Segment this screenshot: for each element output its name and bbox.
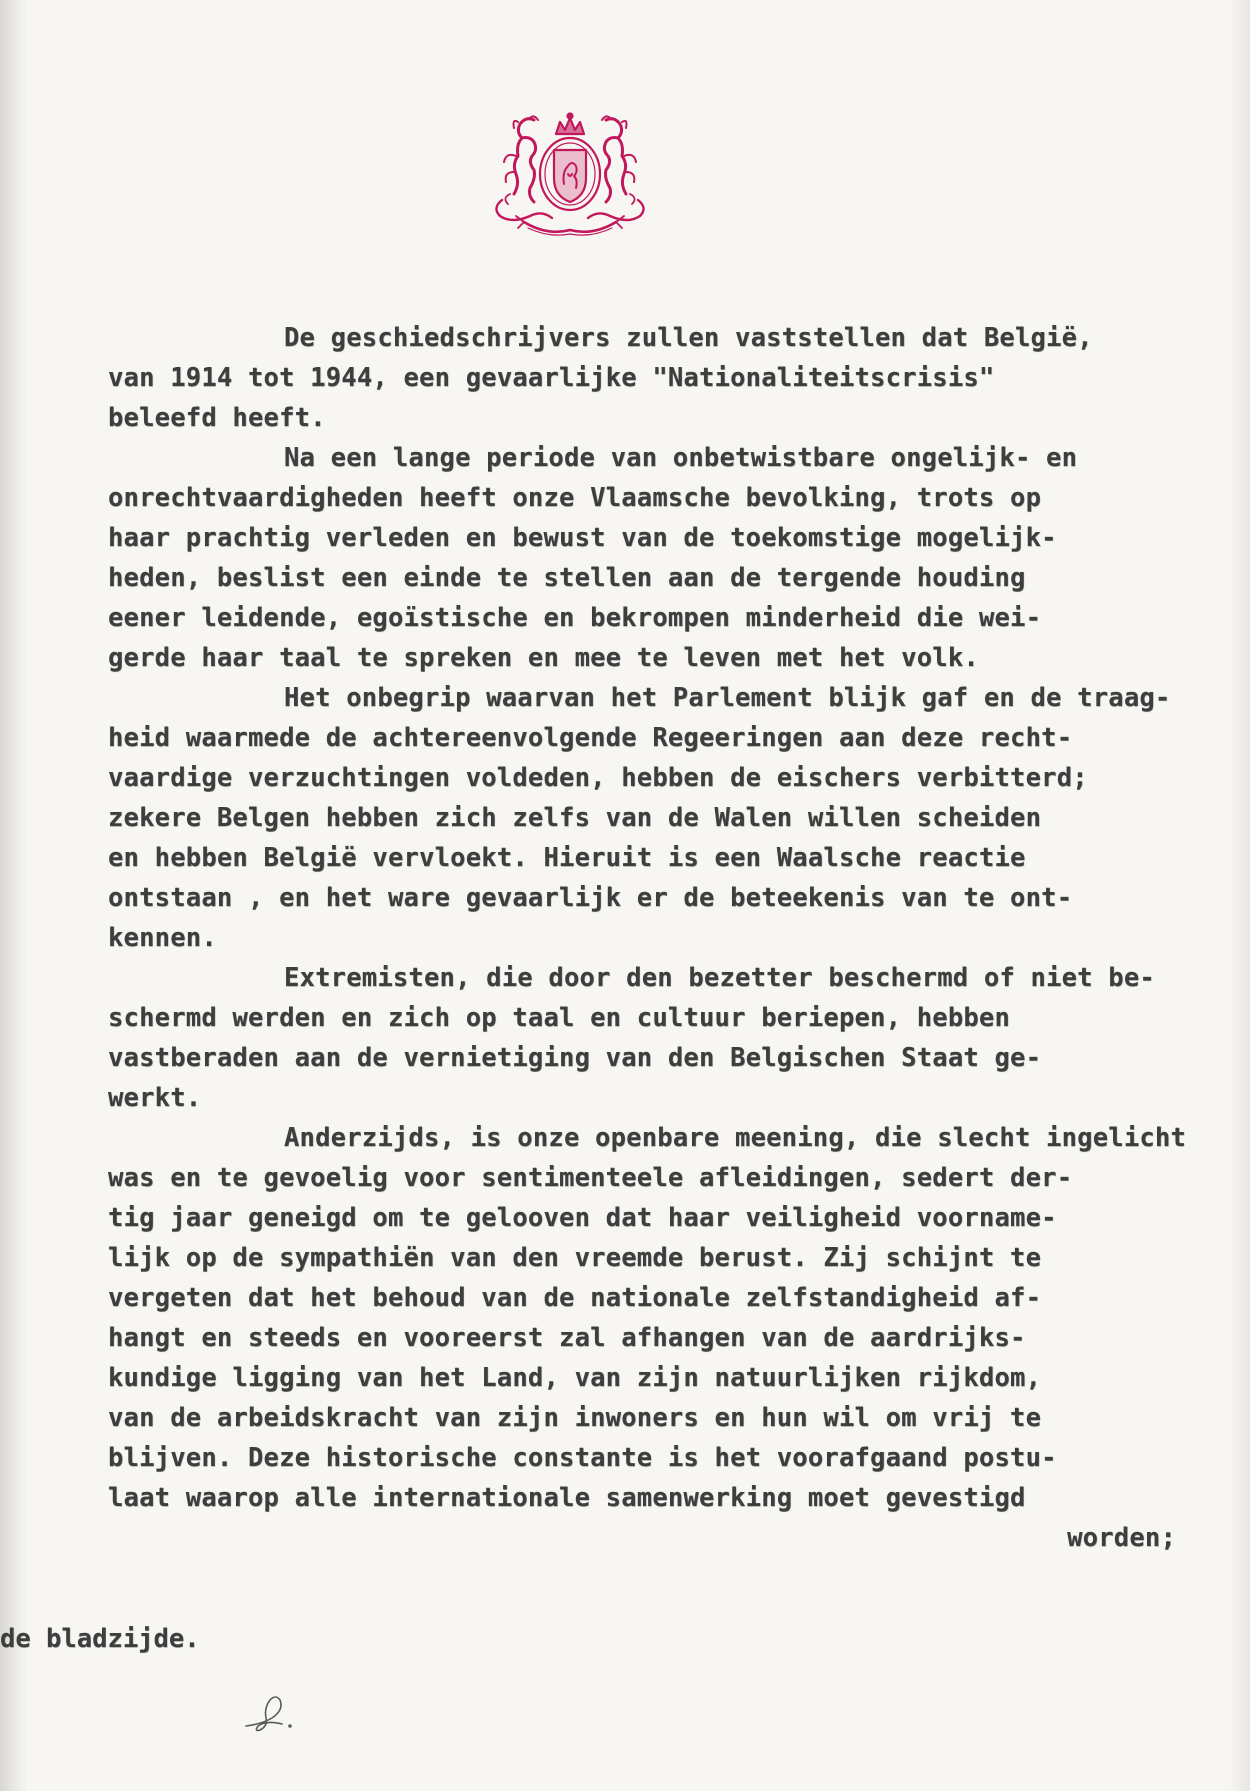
text-line: Na een lange periode van onbetwistbare ongelijk- en (284, 443, 1078, 473)
paragraph-4 (108, 958, 1196, 1118)
page-left-edge (0, 0, 28, 1791)
text-line: zekere Belgen hebben zich zelfs van de Walen willen scheiden (108, 803, 1042, 833)
text-line: blijven. Deze historische constante is het voorafgaand postu- (108, 1443, 1057, 1473)
text-line: kundige ligging van het Land, van zijn natuurlijken rijkdom, (108, 1363, 1042, 1393)
text-line: heid waarmede de achtereenvolgende Regeeringen aan deze recht- (108, 723, 1073, 753)
paragraph-1 (108, 318, 1196, 438)
text-line: haar prachtig verleden en bewust van de toekomstige mogelijk- (108, 523, 1057, 553)
page-footnote: de bladzijde. (0, 1624, 200, 1654)
text-line: beleefd heeft. (108, 403, 326, 433)
text-line: Anderzijds, is onze openbare meening, die slecht ingelicht (284, 1123, 1187, 1153)
text-line: Extremisten, die door den bezetter beschermd of niet be- (284, 963, 1155, 993)
text-line: onrechtvaardigheden heeft onze Vlaamsche bevolking, trots op (108, 483, 1042, 513)
text-line: tig jaar geneigd om te gelooven dat haar veiligheid voorname- (108, 1203, 1057, 1233)
text-line: ontstaan , en het ware gevaarlijk er de beteekenis van te ont- (108, 883, 1073, 913)
text-line: van 1914 tot 1944, een gevaarlijke "Nationaliteitscrisis" (108, 363, 995, 393)
text-line: heden, beslist een einde te stellen aan de tergende houding (108, 563, 1026, 593)
text-line: vergeten dat het behoud van de nationale zelfstandigheid af- (108, 1283, 1042, 1313)
text-line: hangt en steeds en vooreerst zal afhangen van de aardrijks- (108, 1323, 1026, 1353)
paragraph-3 (108, 678, 1196, 958)
text-line: lijk op de sympathiën van den vreemde berust. Zij schijnt te (108, 1243, 1042, 1273)
typed-letter-body (108, 318, 1196, 1558)
text-line: vaardige verzuchtingen voldeden, hebben de eischers verbitterd; (108, 763, 1088, 793)
paragraph-5 (108, 1118, 1196, 1518)
page-right-edge (1230, 0, 1250, 1791)
text-line: schermd werden en zich op taal en cultuur beriepen, hebben (108, 1003, 1011, 1033)
royal-coat-of-arms-icon (472, 112, 668, 238)
closing-word: worden; (1067, 1523, 1176, 1553)
handwritten-initials-signature (236, 1688, 308, 1736)
text-line: laat waarop alle internationale samenwerking moet gevestigd (108, 1483, 1026, 1513)
text-line: vastberaden aan de vernietiging van den Belgischen Staat ge- (108, 1043, 1042, 1073)
paragraph-2 (108, 438, 1196, 678)
text-line: werkt. (108, 1083, 202, 1113)
text-line: gerde haar taal te spreken en mee te leven met het volk. (108, 643, 979, 673)
text-line: en hebben België vervloekt. Hieruit is een Waalsche reactie (108, 843, 1026, 873)
text-line: De geschiedschrijvers zullen vaststellen dat België, (284, 323, 1093, 353)
text-line: eener leidende, egoïstische en bekrompen minderheid die wei- (108, 603, 1042, 633)
text-line: kennen. (108, 923, 217, 953)
text-line: Het onbegrip waarvan het Parlement blijk gaf en de traag- (284, 683, 1171, 713)
text-line: van de arbeidskracht van zijn inwoners en hun wil om vrij te (108, 1403, 1042, 1433)
text-line: was en te gevoelig voor sentimenteele afleidingen, sedert der- (108, 1163, 1073, 1193)
